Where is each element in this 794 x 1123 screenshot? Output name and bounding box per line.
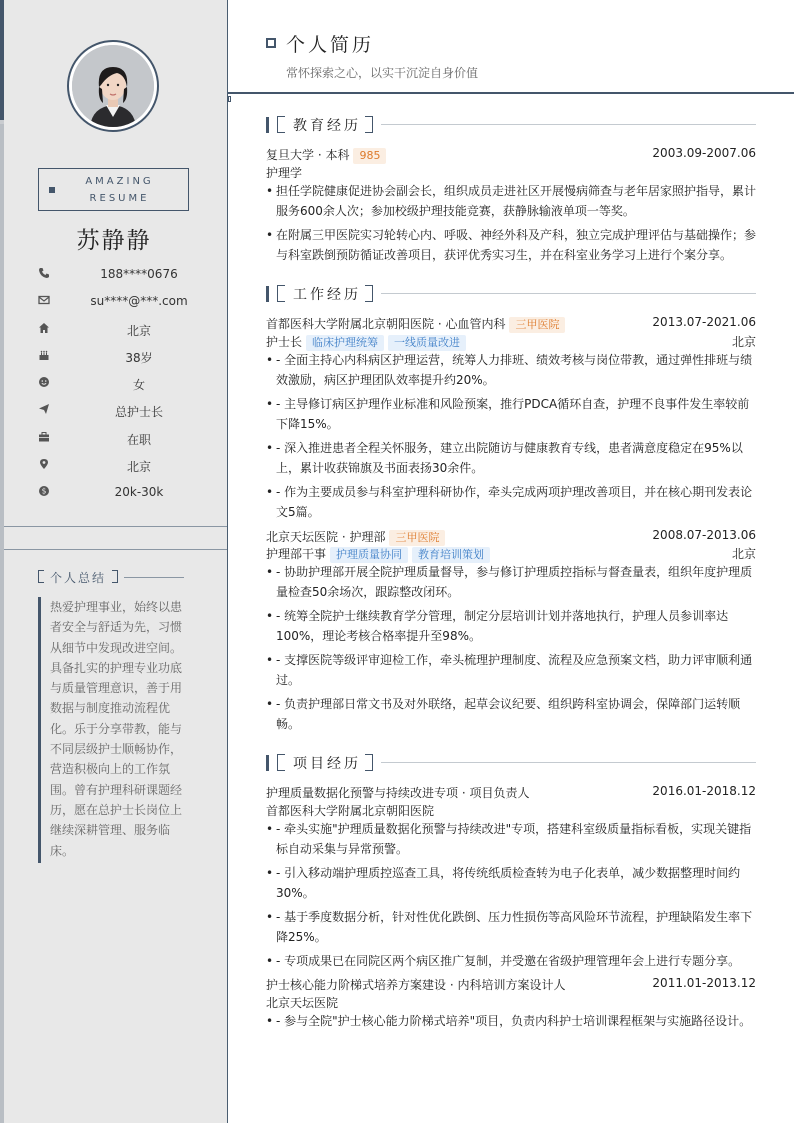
info-position: [0, 400, 228, 427]
bracket-right-icon: [365, 285, 373, 302]
project-date: 2016.01-2018.12: [652, 784, 756, 798]
project-org-row: [266, 802, 756, 819]
list-item: • - 作为主要成员参与科室护理科研协作，牵头完成两项护理改善项目，并在核心期刊发表论文5篇。: [266, 482, 756, 522]
list-item: • - 引入移动端护理质控巡查工具，将传统纸质检查转为电子化表单，减少数据整理时间约30%。: [266, 863, 756, 903]
portrait-illustration: [72, 45, 154, 127]
job-org: 首都医科大学附属北京朝阳医院 · 心血管内科: [266, 317, 506, 331]
job-date: 2008.07-2013.06: [652, 528, 756, 542]
section-label: 教育经历: [293, 118, 361, 134]
project-row: [266, 784, 756, 801]
job-org-tag: 三甲医院: [509, 317, 565, 333]
project-row: [266, 976, 756, 993]
section-rule: [381, 762, 756, 763]
job-role-row: [266, 333, 756, 350]
title-bottom: RESUME: [89, 193, 150, 204]
sidebar-accent-dark: [0, 0, 4, 120]
avatar-photo: [72, 45, 154, 127]
info-age: [0, 346, 228, 373]
info-city: [0, 455, 228, 482]
info-value: 38岁: [125, 350, 153, 365]
job-org-tag: 三甲医院: [389, 530, 445, 546]
money-icon: [38, 485, 50, 497]
list-item: • 担任学院健康促进协会副会长，组织成员走进社区开展慢病筛查与老年居家照护指导，累计服务600余人次；参加校级护理技能竞赛，获静脉输液单项一等奖。: [266, 181, 756, 221]
info-value: 总护士长: [114, 405, 163, 420]
job-row: [266, 528, 756, 545]
job-org: 北京天坛医院 · 护理部: [266, 530, 386, 544]
section-label: 工作经历: [293, 287, 361, 303]
svg-text:$: $: [41, 487, 47, 497]
education-major-row: [266, 164, 756, 181]
info-value: 188****0676: [100, 267, 178, 281]
info-value: 北京: [126, 460, 151, 475]
bracket-right-icon: [365, 754, 373, 771]
education-row: [266, 146, 756, 163]
section-projects-heading: [266, 754, 756, 772]
job-role: 护理部干事: [266, 547, 327, 561]
education-date: 2003.09-2007.06: [652, 146, 756, 160]
list-item: • - 基于季度数据分析，针对性优化跌倒、压力性损伤等高风险环节流程，护理缺陷发生率下降25%。: [266, 907, 756, 947]
info-value: 在职: [126, 432, 151, 447]
summary-text: 热爱护理事业，始终以患者安全与舒适为先，习惯从细节中发现改进空间。具备扎实的护理专业功底与质量管理意识，善于用数据与制度推动流程优化。乐于分享带教，能与不同层级护士顺畅协作，营造积极向上的工作氛围。曾有护理科研课题经历，愿在总护士长岗位上继续深耕管理、服务临床。: [38, 597, 188, 863]
job-bullets: [266, 350, 756, 526]
smile-icon: [38, 376, 50, 388]
school-name: 复旦大学 · 本科: [266, 148, 350, 162]
section-education-heading: [266, 116, 756, 134]
section-rule: [381, 124, 756, 125]
job-city: 北京: [731, 547, 756, 561]
sidebar-divider: [4, 526, 227, 527]
list-item: • 在附属三甲医院实习轮转心内、呼吸、神经外科及产科，独立完成护理评估与基础操作；参与科室跌倒预防循证改善项目，获评优秀实习生，并在科室业务学习上进行个案分享。: [266, 225, 756, 265]
home-icon: [38, 322, 50, 334]
phone-icon: [38, 267, 50, 279]
info-email: [0, 291, 228, 318]
info-gender: [0, 373, 228, 400]
info-status: [0, 428, 228, 455]
summary-heading-rule: [124, 577, 184, 578]
list-item: • - 全面主持心内科病区护理运营，统筹人力排班、绩效考核与岗位带教，通过弹性排班与绩效激励，病区护理团队效率提升约20%。: [266, 350, 756, 390]
job-role-row: [266, 545, 756, 562]
briefcase-icon: [38, 431, 50, 443]
avatar: [67, 40, 159, 132]
cake-icon: [38, 349, 50, 361]
summary-heading: [38, 570, 188, 584]
info-salary: [0, 482, 228, 509]
project-org: 首都医科大学附属北京朝阳医院: [266, 804, 435, 818]
project-title: 护理质量数据化预警与持续改进专项 · 项目负责人: [266, 786, 530, 800]
list-item: • - 专项成果已在同院区两个病区推广复制，并受邀在省级护理管理年会上进行专题分享。: [266, 951, 756, 971]
section-label: 项目经历: [293, 756, 361, 772]
bracket-right-icon: [365, 116, 373, 133]
list-item: • - 协助护理部开展全院护理质量督导，参与修订护理质控指标与督查量表，组织年度护理质量检查50余场次，跟踪整改闭环。: [266, 562, 756, 602]
person-name: 苏静静: [76, 228, 152, 254]
list-item: • - 统筹全院护士继续教育学分管理，制定分层培训计划并落地执行，护理人员参训率达100%，理论考核合格率提升至98%。: [266, 606, 756, 646]
bracket-right-icon: [112, 570, 118, 583]
section-work-heading: [266, 285, 756, 303]
project-title: 护士核心能力阶梯式培养方案建设 · 内科培训方案设计人: [266, 978, 566, 992]
section-rule: [381, 293, 756, 294]
bracket-left-icon: [277, 116, 285, 133]
project-date: 2011.01-2013.12: [652, 976, 756, 990]
job-city: 北京: [731, 335, 756, 349]
job-date: 2013.07-2021.06: [652, 315, 756, 329]
project-bullets: [266, 819, 756, 975]
summary-label: 个人总结: [50, 571, 107, 585]
job-row: [266, 315, 756, 332]
list-item: • - 参与全院"护士核心能力阶梯式培养"项目，负责内科护士培训课程框架与实施路径设计。: [266, 1011, 756, 1031]
sidebar-divider: [4, 549, 227, 550]
section-bar-icon: [266, 117, 269, 133]
header-square-icon: [266, 38, 276, 48]
info-value: su****@***.com: [90, 294, 188, 309]
info-phone: [0, 264, 228, 291]
school-tag: 985: [353, 148, 386, 164]
bracket-left-icon: [277, 754, 285, 771]
list-item: • - 牵头实施"护理质量数据化预警与持续改进"专项，搭建科室级质量指标看板，实现关键指标自动采集与异常预警。: [266, 819, 756, 859]
bracket-left-icon: [38, 570, 44, 583]
sidebar: [0, 0, 228, 1123]
mail-icon: [38, 294, 50, 306]
section-bar-icon: [266, 286, 269, 302]
project-org-row: [266, 994, 756, 1011]
send-icon: [38, 403, 50, 415]
section-bar-icon: [266, 755, 269, 771]
project-bullets: [266, 1011, 756, 1035]
job-role: 护士长: [266, 335, 303, 349]
header-marker-icon: [228, 96, 231, 102]
job-bullets: [266, 562, 756, 738]
resume-title-box: [38, 168, 189, 211]
bracket-left-icon: [277, 285, 285, 302]
page-title: 个人简历: [286, 34, 375, 56]
list-item: • - 支撑医院等级评审迎检工作，牵头梳理护理制度、流程及应急预案文档，助力评审顺利通过。: [266, 650, 756, 690]
title-top: AMAZING: [85, 176, 154, 187]
info-value: 女: [132, 378, 145, 393]
list-item: • - 深入推进患者全程关怀服务，建立出院随访与健康教育专线，患者满意度稳定在95%以上，累计收获锦旗及书面表扬30余件。: [266, 438, 756, 478]
page-subtitle: 常怀探索之心，以实干沉淀自身价值: [286, 66, 479, 80]
info-value: 北京: [126, 323, 151, 338]
education-bullets: [266, 181, 756, 269]
info-value: 20k-30k: [114, 485, 164, 500]
job-role-tag: 教育培训策划: [412, 547, 490, 563]
project-org: 北京天坛医院: [266, 996, 339, 1010]
job-role-tag: 护理质量协同: [330, 547, 408, 563]
header-rule: [228, 92, 794, 94]
list-item: • - 负责护理部日常文书及对外联络，起草会议纪要、组织跨科室协调会，保障部门运转顺畅。: [266, 694, 756, 734]
list-item: • - 主导修订病区护理作业标准和风险预案，推行PDCA循环自查，护理不良事件发生率较前下降15%。: [266, 394, 756, 434]
info-residence: [0, 319, 228, 346]
job-role-tag: 临床护理统筹: [306, 335, 384, 351]
location-icon: [38, 458, 50, 470]
contact-info: [0, 264, 228, 510]
job-role-tag: 一线质量改进: [388, 335, 466, 351]
education-major: 护理学: [266, 166, 303, 180]
